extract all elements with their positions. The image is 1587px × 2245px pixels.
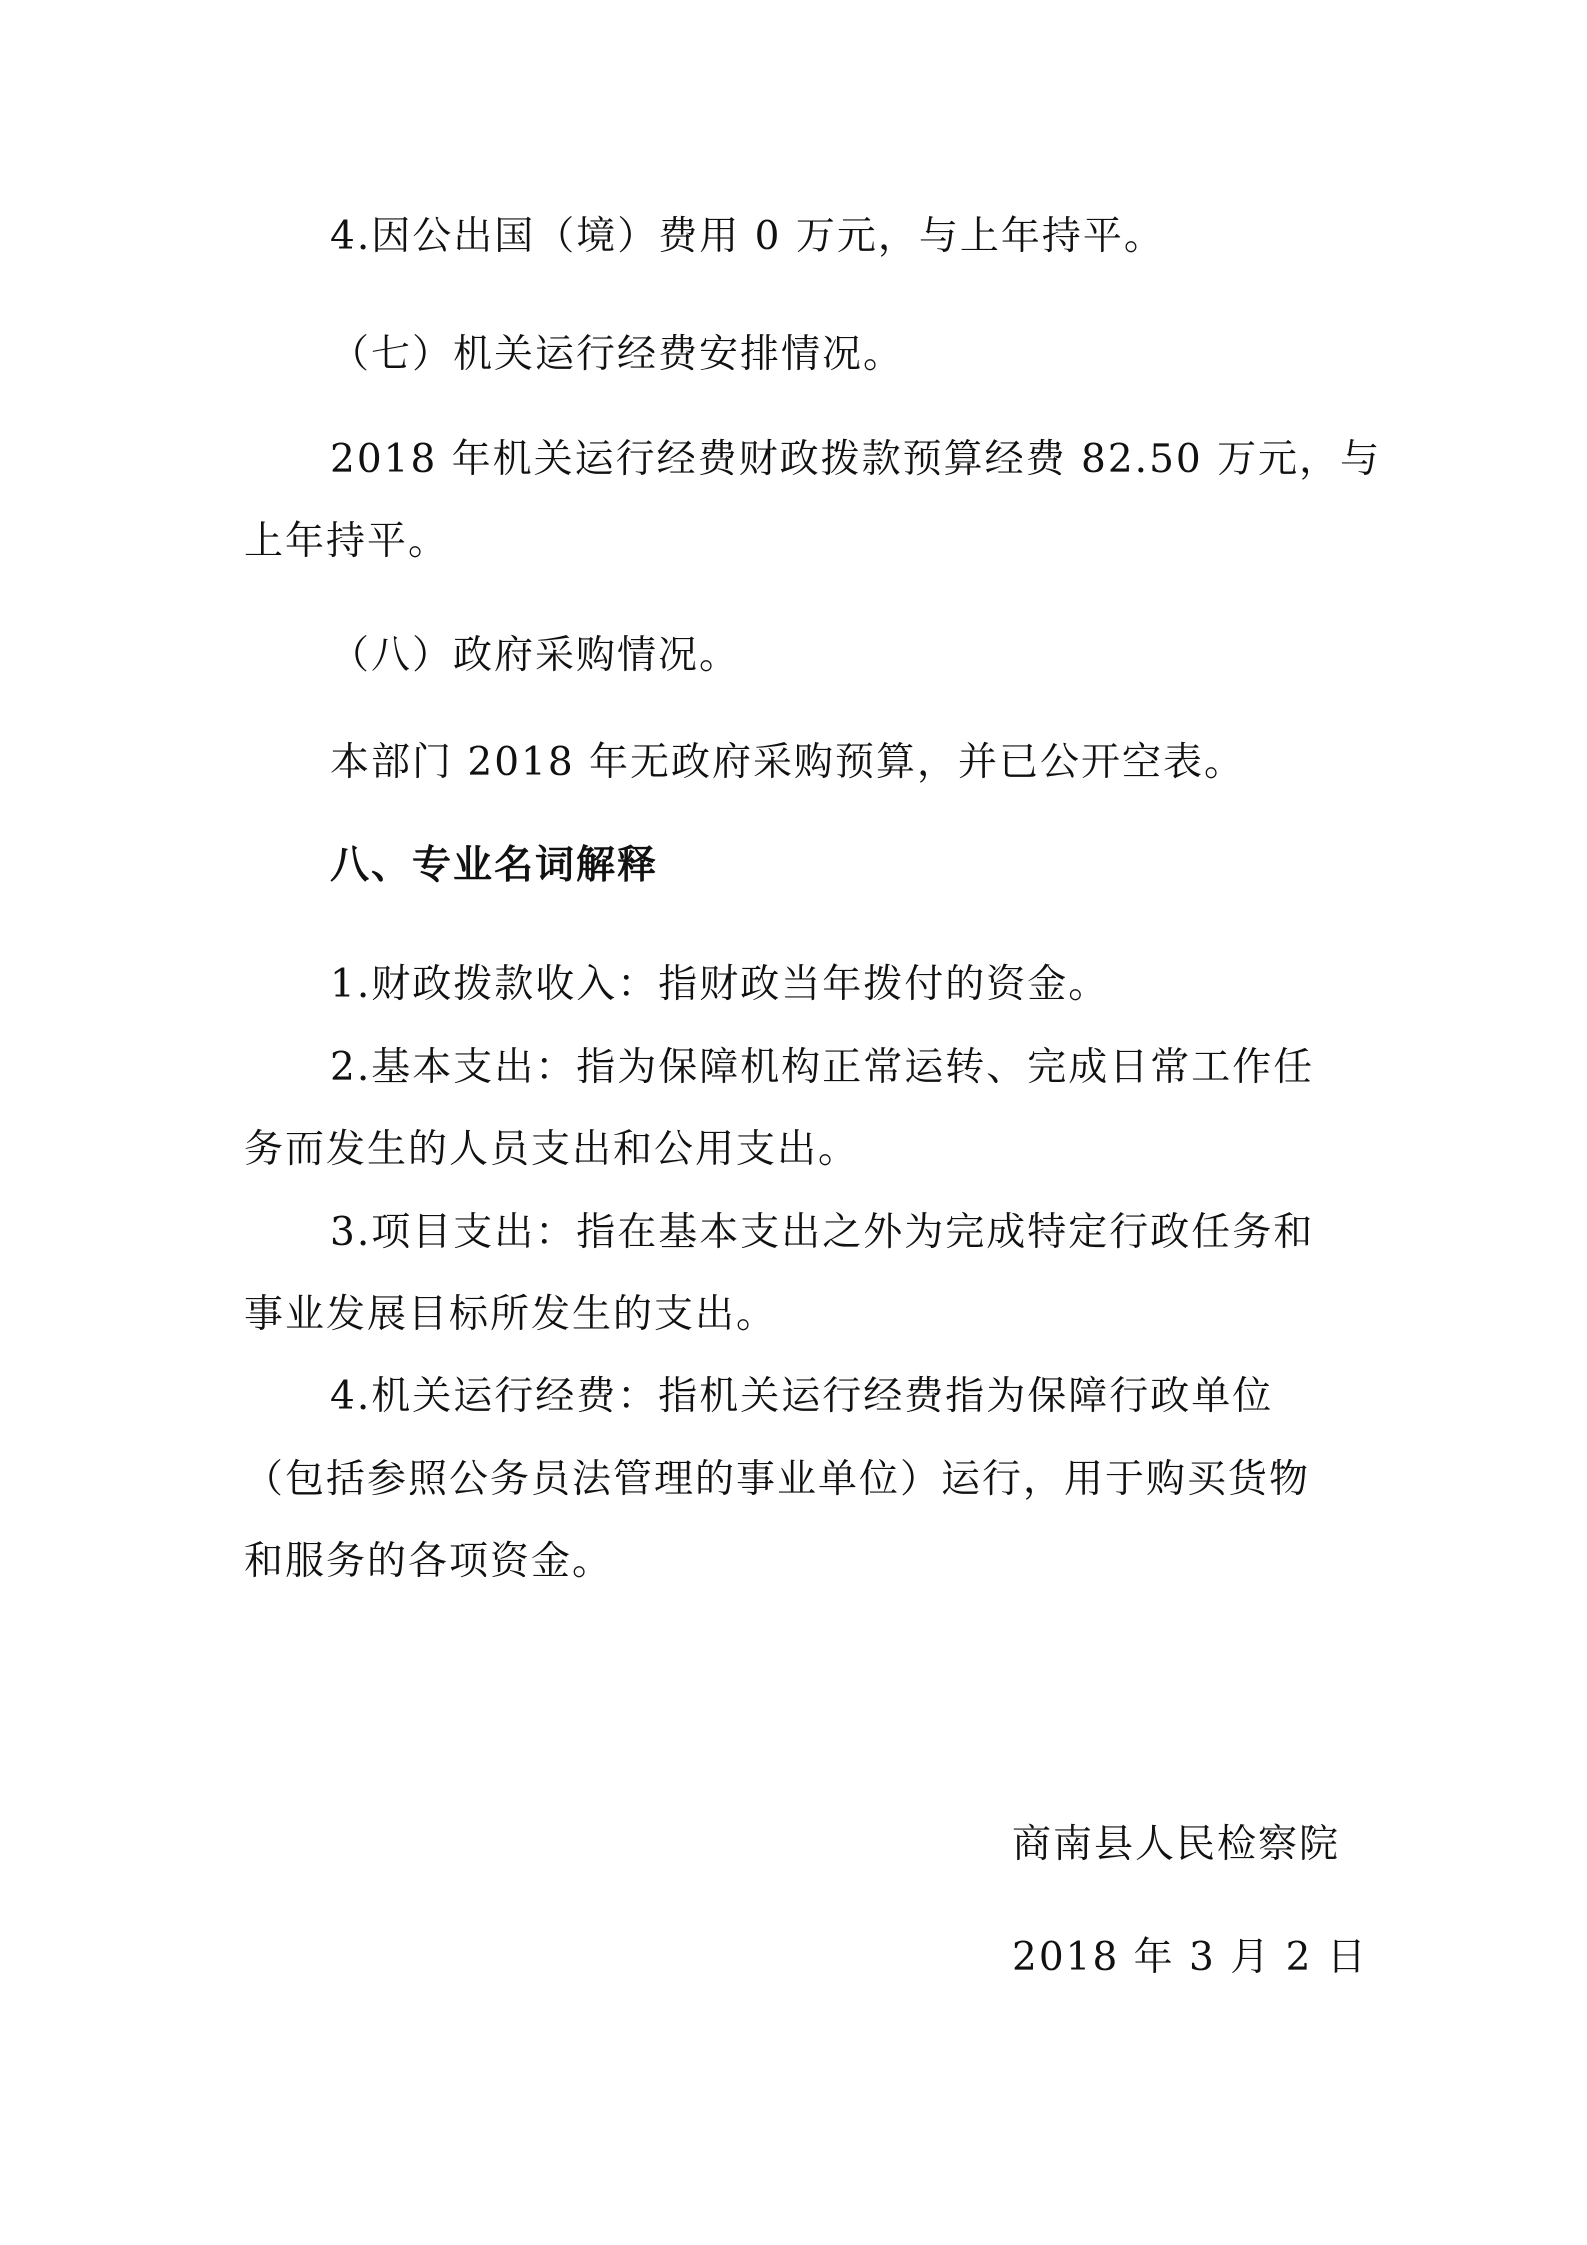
definition-operating-funds-line-2: （包括参照公务员法管理的事业单位）运行，用于购买货物 bbox=[244, 1457, 1311, 1502]
definition-project-expenditure-line-1: 3.项目支出：指在基本支出之外为完成特定行政任务和 bbox=[330, 1210, 1315, 1255]
definition-operating-funds-line-1: 4.机关运行经费：指机关运行经费指为保障行政单位 bbox=[330, 1374, 1274, 1419]
definition-project-expenditure-line-2: 事业发展目标所发生的支出。 bbox=[244, 1292, 778, 1337]
definition-basic-expenditure-line-2: 务而发生的人员支出和公用支出。 bbox=[244, 1127, 860, 1172]
paragraph-operating-funds-line-2: 上年持平。 bbox=[244, 519, 450, 564]
signature-date: 2018 年 3 月 2 日 bbox=[1012, 1935, 1368, 1980]
section-eight-heading: （八）政府采购情况。 bbox=[330, 633, 741, 678]
signature-organization: 商南县人民检察院 bbox=[1012, 1822, 1341, 1867]
terms-heading: 八、专业名词解释 bbox=[330, 843, 659, 888]
definition-fiscal-income: 1.财政拨款收入：指财政当年拨付的资金。 bbox=[330, 962, 1110, 1007]
paragraph-outbound-travel-expense: 4.因公出国（境）费用 0 万元，与上年持平。 bbox=[330, 214, 1165, 259]
definition-operating-funds-line-3: 和服务的各项资金。 bbox=[244, 1539, 614, 1584]
paragraph-operating-funds-line-1: 2018 年机关运行经费财政拨款预算经费 82.50 万元，与 bbox=[330, 437, 1382, 482]
paragraph-procurement: 本部门 2018 年无政府采购预算，并已公开空表。 bbox=[330, 740, 1246, 785]
section-seven-heading: （七）机关运行经费安排情况。 bbox=[330, 332, 905, 377]
definition-basic-expenditure-line-1: 2.基本支出：指为保障机构正常运转、完成日常工作任 bbox=[330, 1045, 1315, 1090]
